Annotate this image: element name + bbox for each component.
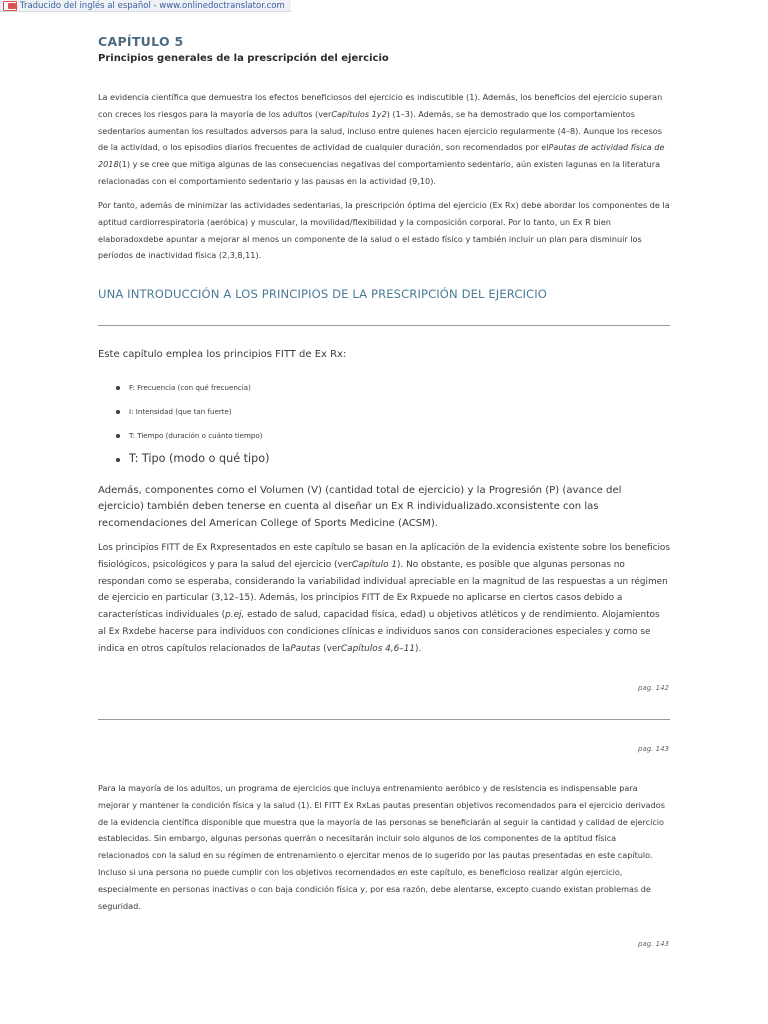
chapter-label: CAPÍTULO 5 bbox=[98, 34, 184, 49]
paragraph-prescription: Por tanto, además de minimizar las actividades sedentarias, la prescripción óptima del ejercicio (Ex Rx) debe abordar los componentes de la aptitud cardiorrespiratoria (aeróbica) y muscular, la movilidad/flexibilidad y la composición corporal. Por lo tanto, un Ex R bien elaboradoxdebe apuntar a mejorar al menos un componente de la salud o el estado físico y también incluir un plan para disminuir los períodos de inactividad física (2,3,8,11). bbox=[98, 200, 670, 261]
chapter-ref-link[interactable]: Capítulo 1 bbox=[351, 559, 398, 570]
fitt-intro: Este capítulo emplea los principios FITT de Ex Rx: bbox=[98, 349, 347, 360]
chapter-ref-link[interactable]: Capítulos 4 bbox=[340, 643, 391, 654]
paragraph-text: y bbox=[376, 108, 382, 119]
translator-banner-text[interactable]: Traducido del inglés al español - www.onlinedoctranslator.com bbox=[20, 0, 285, 11]
paragraph-adults-program: Para la mayoría de los adultos, un programa de ejercicios que incluya entrenamiento aeróbico y de resistencia es indispensable para mejorar y mantener la condición física y la salud (1). El FITT Ex RxLas pautas presentan objetivos recomendados para el ejercicio derivados de la evidencia científica disponible que muestra que la mayoría de las personas se beneficiarán al seguir la cantidad y calidad de ejercicio establecidas. Sin embargo, algunas personas querrán o necesitarán incluir solo algunos de los componentes de la aptitud física relacionados con la salud en su régimen de entrenamiento o ejercitar menos de lo sugerido por las pautas presentadas en este capítulo. Incluso si una persona no puede cumplir con los objetivos recomendados en este capítulo, es beneficioso realizar algún ejercicio, especialmente en personas inactivas o con baja condición física y, por esa razón, debe alentarse, excepto cuando existan problemas de seguridad. bbox=[98, 783, 665, 911]
chapter-subtitle: Principios generales de la prescripción del ejercicio bbox=[98, 53, 389, 64]
guidelines-title: Pautas de actividad física de 2018 bbox=[98, 142, 665, 170]
bullet-icon bbox=[116, 386, 120, 390]
paragraph-evidence bbox=[98, 89, 670, 190]
list-item bbox=[116, 383, 251, 392]
paragraph-fitt-evidence bbox=[98, 540, 670, 658]
bullet-icon bbox=[116, 410, 120, 414]
page-divider bbox=[98, 719, 670, 720]
divider bbox=[98, 325, 670, 326]
list-item-text: T: Tipo (modo o qué tipo) bbox=[129, 452, 270, 465]
section-title: UNA INTRODUCCIÓN A LOS PRINCIPIOS DE LA PRESCRIPCIÓN DEL EJERCICIO bbox=[98, 287, 547, 301]
bullet-icon bbox=[116, 458, 120, 462]
guidelines-title: Pautas bbox=[290, 643, 321, 654]
chapter-ref-link[interactable]: 6–11 bbox=[393, 643, 415, 654]
translator-banner[interactable] bbox=[0, 0, 291, 12]
paragraph-volume-progression: Además, componentes como el Volumen (V) (cantidad total de ejercicio) y la Progresión (P) (avance del ejercicio) también deben tenerse en cuenta al diseñar un Ex R individualizado.xconsistente con las recomendaciones del American College of Sports Medicine (ACSM). bbox=[98, 485, 622, 529]
list-item bbox=[116, 407, 232, 416]
list-item-text: I: Intensidad (que tan fuerte) bbox=[129, 407, 232, 416]
paragraph-text: estado de salud, capacidad física, edad) u objetivos atléticos y de rendimiento. Alojamientos al Ex Rxdebe hacerse para individuos con condiciones clínicas e individuos sanos con consideraciones especiales y como se indica en otros capítulos relacionados de la bbox=[98, 610, 660, 654]
list-item-text: F: Frecuencia (con qué frecuencia) bbox=[129, 383, 251, 392]
list-item bbox=[116, 431, 263, 440]
chapter-ref-link[interactable]: Capítulos 1 bbox=[331, 108, 377, 119]
paragraph-text: (1) y se cree que mitiga algunas de las consecuencias negativas del comportamiento sedentario, aún existen lagunas en la literatura relacionadas con el comportamiento sedentario y las pausas en la actividad (9,10). bbox=[98, 159, 661, 186]
chapter-ref-link[interactable]: 2 bbox=[381, 108, 387, 119]
paragraph-text: ). No obstante, es posible que algunas personas no respondan como se esperaba, considerando la variabilidad individual apreciable en la magnitud de las respuestas a un régimen de ejercicio en particular (3,12–15). Además, los principios FITT de Ex Rxpuede no aplicarse en ciertos casos debido a características individuales ( bbox=[98, 559, 668, 621]
page-number: pag. 143 bbox=[638, 745, 669, 753]
paragraph-text: Los principios FITT de Ex Rxpresentados en este capítulo se basan en la aplicación de la evidencia existente sobre los beneficios fisiológicos, psicológicos y para la salud del ejercicio (ver bbox=[98, 543, 670, 570]
paragraph-text: ) (1–3). Además, se ha demostrado que los comportamientos sedentarios aumentan los resultados adversos para la salud, incluso entre quienes hacen ejercicio regularmente (4–8). Aunque los recesos de la actividad, o los episodios diarios frecuentes de actividad de cualquier duración, son recomendados por el bbox=[98, 108, 662, 153]
translator-logo-icon bbox=[3, 1, 17, 10]
paragraph-text: (ver bbox=[320, 643, 341, 654]
list-item bbox=[116, 452, 269, 465]
page-number: pag. 143 bbox=[638, 940, 669, 948]
paragraph-text: La evidencia científica que demuestra los efectos beneficiosos del ejercicio es indiscutible (1). Además, los beneficios del ejercicio superan con creces los riesgos para la mayoría de los adultos (ver bbox=[98, 92, 663, 119]
list-item-text: T: Tiempo (duración o cuánto tiempo) bbox=[129, 431, 263, 440]
paragraph-text: p.ej, bbox=[225, 610, 245, 621]
paragraph-text: ). bbox=[415, 643, 422, 654]
page-number: pag. 142 bbox=[638, 684, 669, 692]
paragraph-text: , bbox=[390, 643, 394, 654]
bullet-icon bbox=[116, 434, 120, 438]
